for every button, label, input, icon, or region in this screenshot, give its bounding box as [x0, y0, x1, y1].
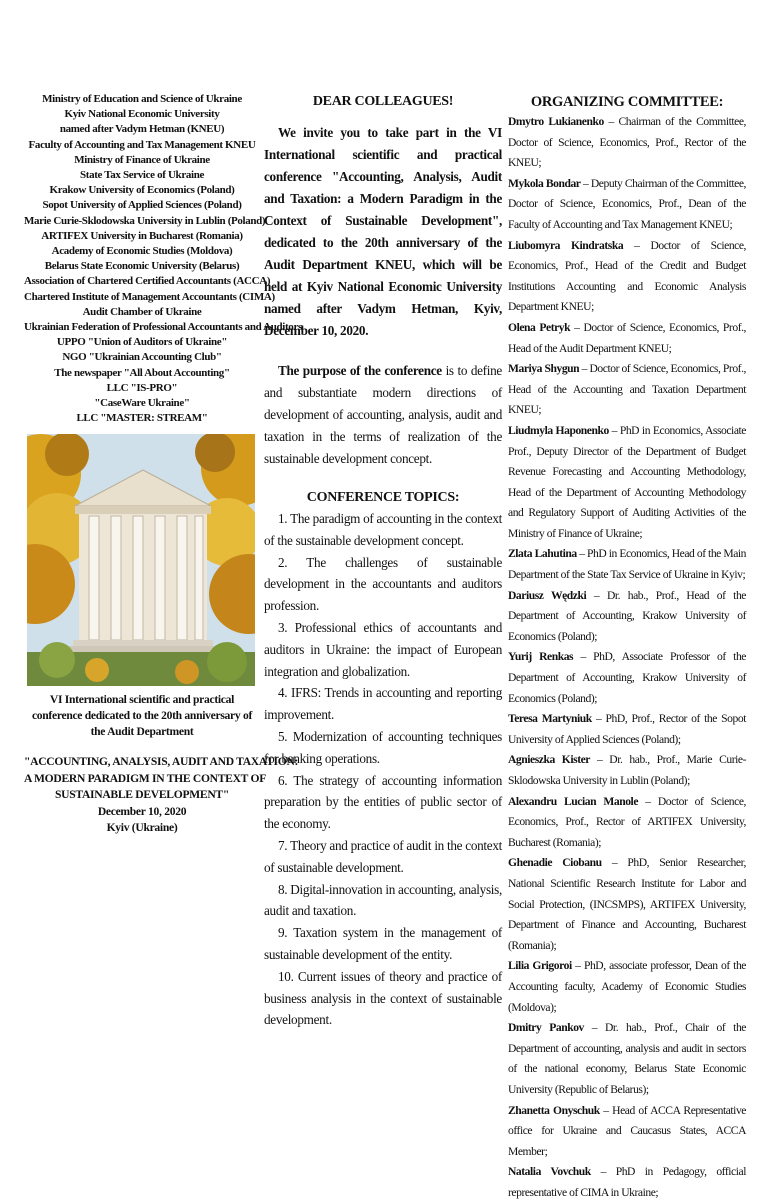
- organizer-item: ARTIFEX University in Bucharest (Romania): [41, 229, 243, 242]
- member-name: Natalia Vovchuk: [508, 1165, 591, 1179]
- member-name: Ghenadie Ciobanu: [508, 856, 602, 870]
- right-column: [508, 92, 746, 1203]
- member-name: Zlata Lahutina: [508, 547, 577, 561]
- member-description: – PhD, Senior Researcher, National Scientific Research Institute for Labor and Social Protection, (INCSMPS), ARTIFEX University, Department of Finance and Accounting, Bucharest (Romania);: [508, 856, 746, 952]
- conference-location: Kyiv (Ukraine): [106, 821, 178, 835]
- greeting-heading: DEAR COLLEAGUES!: [312, 94, 454, 109]
- organizer-item: Association of Chartered Certified Accountants (ACCA): [24, 275, 271, 288]
- committee-member: [508, 956, 746, 1018]
- organizer-item: UPPO "Union of Auditors of Ukraine": [56, 336, 228, 349]
- member-name: Agnieszka Kister: [508, 753, 591, 767]
- member-description: – PhD in Economics, Associate Prof., Deputy Director of the Department of Budget Revenue Forecasting and Accounting Methodology, Head of the Department of Accounting Methodology and Regulatory Support of Auditing Activities of the Ministry of Finance of Ukraine;: [508, 423, 746, 540]
- member-description: – Doctor of Science, Economics, Prof., Head of the Accounting and Taxation Department KNEU;: [508, 362, 746, 417]
- committee-member: [508, 174, 746, 236]
- committee-member: [508, 1018, 746, 1100]
- topics-list: [264, 508, 502, 1031]
- organizer-item: Marie Curie-Sklodowska University in Lublin (Poland): [24, 214, 266, 227]
- conference-date: December 10, 2020: [97, 804, 187, 818]
- member-description: – PhD, associate professor, Dean of the Accounting faculty, Academy of Economic Studies (Moldova);: [508, 959, 747, 1014]
- member-name: Dmitry Pankov: [508, 1021, 584, 1035]
- committee-member: [508, 750, 746, 791]
- topic-item: 2. The challenges of sustainable development in the accountants and auditors profession.: [264, 554, 502, 614]
- member-description: – Doctor of Science, Economics, Prof., Head of the Audit Department KNEU;: [508, 320, 746, 355]
- topic-item: 7. Theory and practice of audit in the context of sustainable development.: [264, 837, 502, 875]
- topic-item: 9. Taxation system in the management of sustainable development of the entity.: [264, 925, 502, 962]
- middle-column: [264, 92, 502, 1031]
- organizer-item: Sopot University of Applied Sciences (Poland): [42, 199, 242, 212]
- university-building-photo: [27, 434, 255, 686]
- organizer-item: State Tax Service of Ukraine: [79, 169, 205, 182]
- member-description: – Dr. hab., Prof., Marie Curie-Sklodowska University in Lublin (Poland);: [508, 753, 746, 787]
- committee-member: [508, 853, 746, 956]
- member-name: Zhanetta Onyschuk: [508, 1103, 600, 1117]
- topics-heading: CONFERENCE TOPICS:: [306, 490, 460, 505]
- organizer-item: LLC "MASTER: STREAM": [76, 412, 208, 425]
- purpose-lead: The purpose of the conference: [278, 363, 442, 378]
- committee-member: [508, 647, 746, 709]
- organizer-item: Belarus State Economic University (Belarus): [44, 260, 240, 273]
- topic-item: 10. Current issues of theory and practice of business analysis in the context of sustainable development.: [264, 968, 502, 1028]
- member-description: – Deputy Chairman of the Committee, Doctor of Science, Economics, Prof., Dean of the Faculty of Accounting and Tax Management KNEU;: [508, 176, 747, 231]
- title-line: A MODERN PARADIGM IN THE CONTEXT OF: [24, 771, 267, 785]
- committee-member: [508, 792, 746, 854]
- committee-member: [508, 1162, 746, 1203]
- conference-title-block: [24, 754, 299, 837]
- committee-member: [508, 318, 746, 359]
- committee-member: [508, 1101, 746, 1163]
- purpose-paragraph: [264, 360, 502, 470]
- organizer-item: Ministry of Finance of Ukraine: [74, 153, 210, 166]
- title-line: SUSTAINABLE DEVELOPMENT": [55, 788, 229, 802]
- organizer-item: The newspaper "All About Accounting": [54, 366, 230, 379]
- member-name: Mariya Shygun: [508, 362, 580, 376]
- member-description: – PhD, Associate Professor of the Department of Accounting, Krakow University of Economics (Poland);: [508, 650, 746, 705]
- topic-item: 6. The strategy of accounting information preparation by the entities of public sector of the economy.: [264, 772, 502, 832]
- topic-item: 4. IFRS: Trends in accounting and reporting improvement.: [264, 685, 502, 723]
- member-description: – Doctor of Science, Economics, Prof., Head of the Credit and Budget Institutions Accounting and Economic Analysis Department KNEU;: [508, 238, 746, 314]
- member-description: – Doctor of Science, Economics, Prof., Rector of ARTIFEX University, Bucharest (Romania);: [508, 794, 746, 849]
- conference-caption: VI International scientific and practical conference dedicated to the 20th anniversary of the Audit Department: [31, 693, 253, 739]
- topic-item: 1. The paradigm of accounting in the context of the sustainable development concept.: [264, 511, 502, 548]
- member-name: Alexandru Lucian Manole: [508, 794, 639, 808]
- member-description: – PhD in Pedagogy, official representative of CIMA in Ukraine;: [508, 1165, 746, 1199]
- organizer-item: "CaseWare Ukraine": [94, 397, 190, 410]
- member-name: Mykola Bondar: [508, 176, 581, 190]
- committee-member: [508, 236, 746, 318]
- organizer-item: Krakow University of Economics (Poland): [49, 184, 235, 197]
- topic-item: 5. Modernization of accounting techniques for banking operations.: [264, 728, 502, 766]
- organizer-item: Academy of Economic Studies (Moldova): [51, 245, 233, 258]
- member-description: – PhD, Prof., Rector of the Sopot University of Applied Sciences (Poland);: [508, 712, 746, 746]
- title-line: "ACCOUNTING, ANALYSIS, AUDIT AND TAXATION:: [24, 755, 299, 769]
- topic-item: 3. Professional ethics of accountants and auditors in Ukraine: the impact of European integration and globalization.: [264, 619, 502, 679]
- committee-member: [508, 359, 746, 421]
- organizer-item: named after Vadym Hetman (KNEU): [59, 123, 225, 136]
- organizer-item: Faculty of Accounting and Tax Management KNEU: [28, 138, 256, 151]
- committee-heading: ORGANIZING COMMITTEE:: [530, 94, 724, 110]
- member-name: Yurij Renkas: [508, 650, 574, 664]
- organizer-item: Audit Chamber of Ukraine: [82, 305, 202, 318]
- invitation-paragraph: We invite you to take part in the VI International scientific and practical conference "Accounting, Analysis, Audit and Taxation: a Modern Paradigm in the Context of Sustainable Development", dedicated to the 20th anniversary of the Audit Department KNEU, which will be held at Kyiv National Economic University named after Vadym Hetman, Kyiv, December 10, 2020.: [264, 125, 502, 338]
- member-name: Dariusz Wędzki: [508, 588, 587, 602]
- committee-member: [508, 586, 746, 648]
- member-name: Liubomyra Kindratska: [508, 238, 624, 252]
- purpose-text: is to define and substantiate modern directions of development of accounting, analysis, audit and taxation in the terms of realization of the sustainable development concept.: [264, 363, 502, 466]
- building-illustration: [27, 434, 255, 686]
- member-description: – Chairman of the Committee, Doctor of Science, Economics, Prof., Rector of the KNEU;: [508, 115, 747, 170]
- organizer-item: LLC "IS-PRO": [106, 381, 178, 394]
- committee-list: [508, 112, 746, 1203]
- committee-member: [508, 544, 746, 585]
- committee-member: [508, 709, 746, 750]
- member-description: – PhD in Economics, Head of the Main Department of the State Tax Service of Ukraine in Kyiv;: [508, 547, 747, 582]
- member-description: – Dr. hab., Prof., Head of the Department of Accounting, Krakow University of Economics (Poland);: [508, 588, 746, 643]
- topic-item: 8. Digital-innovation in accounting, analysis, audit and taxation.: [264, 881, 502, 919]
- member-description: – Dr. hab., Prof., Chair of the Department of accounting, analysis and audit in sectors of the national economy, Belarus State Economic University (Republic of Belarus);: [508, 1021, 746, 1096]
- organizer-item: NGO "Ukrainian Accounting Club": [62, 351, 222, 364]
- member-name: Dmytro Lukianenko: [508, 115, 604, 128]
- member-name: Liudmyla Haponenko: [508, 423, 609, 437]
- organizers-list: [24, 92, 302, 426]
- organizer-item: Ministry of Education and Science of Ukraine: [42, 93, 242, 105]
- member-name: Olena Petryk: [508, 320, 571, 334]
- committee-member: [508, 421, 746, 545]
- member-name: Lilia Grigoroi: [508, 959, 572, 973]
- organizer-item: Ukrainian Federation of Professional Accountants and Auditors: [24, 321, 302, 334]
- member-name: Teresa Martyniuk: [508, 712, 592, 726]
- committee-member: [508, 112, 746, 174]
- member-description: – Head of ACCA Representative office for Ukraine and Caucasus States, ACCA Member;: [508, 1103, 746, 1158]
- organizer-item: Kyiv National Economic University: [64, 108, 220, 121]
- organizer-item: Chartered Institute of Management Accountants (CIMA): [24, 290, 275, 303]
- left-column: [24, 92, 302, 837]
